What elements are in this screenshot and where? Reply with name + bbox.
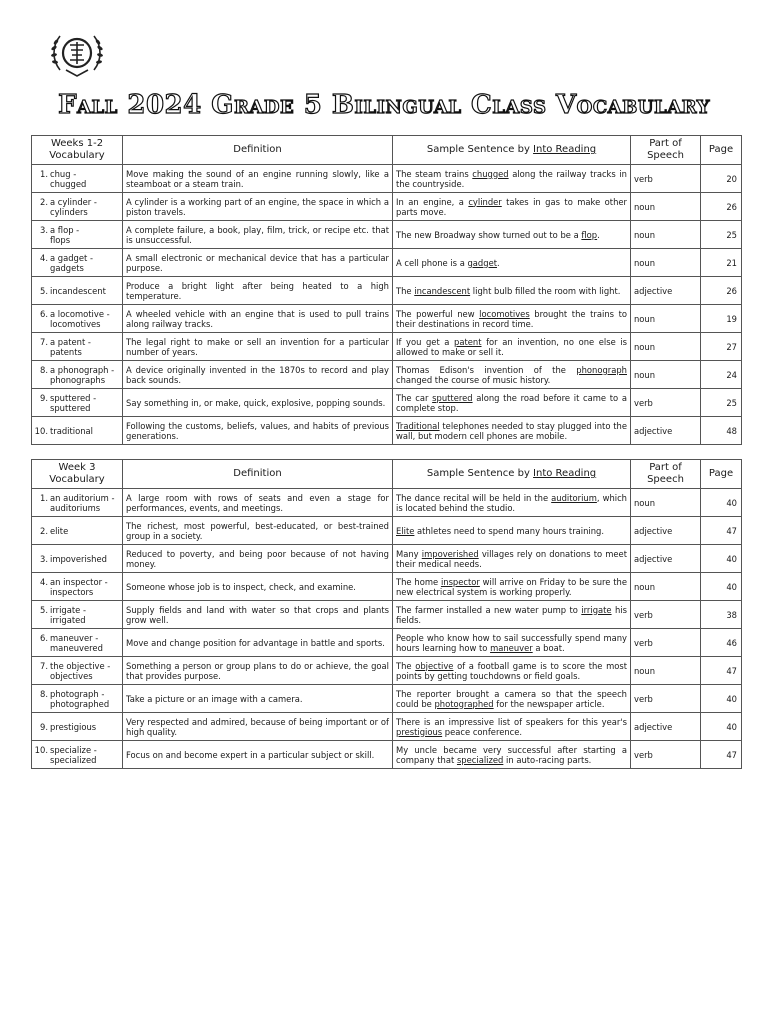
table-row: [32, 277, 742, 305]
item-number: 4.: [40, 576, 48, 587]
item-number: 5.: [40, 604, 48, 615]
highlighted-word: phonograph: [576, 364, 627, 375]
word-form: specialized: [50, 754, 97, 765]
vocabulary-word: chug -: [50, 168, 77, 179]
item-number: 5.: [40, 285, 48, 296]
highlighted-word: auditorium: [551, 492, 597, 503]
part-of-speech-cell: verb: [631, 601, 701, 629]
sample-sentence-header: Sample Sentence by Into Reading: [393, 136, 631, 165]
sample-sentence-cell: In an engine, a cylinder takes in gas to make other parts move.: [393, 193, 631, 221]
highlighted-word: objective: [415, 660, 454, 671]
table-row: [32, 417, 742, 445]
definition-cell: Focus on and become expert in a particular subject or skill.: [123, 741, 393, 769]
vocabulary-word: a flop -: [50, 224, 80, 235]
part-of-speech-cell: noun: [631, 305, 701, 333]
highlighted-word: patent: [454, 336, 482, 347]
table-row: [32, 657, 742, 685]
table-header-row: [32, 460, 742, 489]
vocabulary-word-cell: [32, 573, 123, 601]
vocabulary-word: impoverished: [50, 553, 107, 564]
vocabulary-word: a patent -: [50, 336, 91, 347]
vocabulary-word-cell: [32, 333, 123, 361]
vocabulary-word-cell: [32, 629, 123, 657]
vocabulary-word: photograph -: [50, 688, 105, 699]
vocabulary-word: a phonograph -: [50, 364, 115, 375]
vocabulary-word: an inspector -: [50, 576, 108, 587]
page-number-cell: 25: [701, 389, 742, 417]
school-emblem-icon: [46, 30, 108, 80]
definition-cell: Someone whose job is to inspect, check, and examine.: [123, 573, 393, 601]
vocabulary-word-cell: [32, 517, 123, 545]
page-number-cell: 40: [701, 685, 742, 713]
page-number-cell: 26: [701, 193, 742, 221]
item-number: 9.: [40, 721, 48, 732]
word-form: inspectors: [50, 586, 94, 597]
page-number-cell: 40: [701, 713, 742, 741]
definition-cell: A wheeled vehicle with an engine that is used to pull trains along railway tracks.: [123, 305, 393, 333]
vocabulary-word-cell: [32, 657, 123, 685]
highlighted-word: cylinder: [468, 196, 502, 207]
highlighted-word: Traditional: [396, 420, 440, 431]
word-form: chugged: [50, 178, 87, 189]
vocabulary-word: a cylinder -: [50, 196, 97, 207]
item-number: 4.: [40, 252, 48, 263]
definition-cell: Very respected and admired, because of being important or of high quality.: [123, 713, 393, 741]
highlighted-word: chugged: [472, 168, 509, 179]
vocabulary-word: a gadget -: [50, 252, 93, 263]
week12-vocabulary-table: [31, 135, 742, 445]
table-row: [32, 601, 742, 629]
definition-cell: Supply fields and land with water so that crops and plants grow well.: [123, 601, 393, 629]
definition-cell: Produce a bright light after being heated to a high temperature.: [123, 277, 393, 305]
word-form: cylinders: [50, 206, 88, 217]
page-number-cell: 19: [701, 305, 742, 333]
definition-cell: The legal right to make or sell an invention for a particular number of years.: [123, 333, 393, 361]
highlighted-word: prestigious: [396, 726, 443, 737]
definition-cell: Something a person or group plans to do or achieve, the goal that provides purpose.: [123, 657, 393, 685]
page-number-cell: 47: [701, 517, 742, 545]
table-row: [32, 389, 742, 417]
part-of-speech-cell: adjective: [631, 417, 701, 445]
definition-cell: A device originally invented in the 1870s to record and play back sounds.: [123, 361, 393, 389]
sample-sentence-header: Sample Sentence by Into Reading: [393, 460, 631, 489]
page-number-cell: 21: [701, 249, 742, 277]
table-row: [32, 685, 742, 713]
table-row: [32, 517, 742, 545]
sample-sentence-cell: Many impoverished villages rely on donations to meet their medical needs.: [393, 545, 631, 573]
page-number-cell: 47: [701, 741, 742, 769]
highlighted-word: locomotives: [479, 308, 530, 319]
vocabulary-word-cell: [32, 249, 123, 277]
definition-cell: The richest, most powerful, best-educated, or best-trained group in a society.: [123, 517, 393, 545]
definition-cell: A small electronic or mechanical device that has a particular purpose.: [123, 249, 393, 277]
vocabulary-word-cell: [32, 361, 123, 389]
vocabulary-word-cell: [32, 193, 123, 221]
sample-sentence-cell: The objective of a football game is to score the most points by getting touchdowns or field goals.: [393, 657, 631, 685]
item-number: 6.: [40, 308, 48, 319]
word-form: auditoriums: [50, 502, 101, 513]
highlighted-word: Elite: [396, 525, 415, 536]
table-row: [32, 545, 742, 573]
definition-header: Definition: [123, 460, 393, 489]
part-of-speech-cell: noun: [631, 221, 701, 249]
vocabulary-word-cell: [32, 741, 123, 769]
vocabulary-word: maneuver -: [50, 632, 99, 643]
item-number: 3.: [40, 224, 48, 235]
table-row: [32, 193, 742, 221]
table-row: [32, 629, 742, 657]
page-number-cell: 25: [701, 221, 742, 249]
table-header-row: [32, 136, 742, 165]
item-number: 2.: [40, 525, 48, 536]
sample-sentence-cell: The farmer installed a new water pump to irrigate his fields.: [393, 601, 631, 629]
vocabulary-word: sputtered -: [50, 392, 97, 403]
part-of-speech-cell: verb: [631, 741, 701, 769]
item-number: 7.: [40, 660, 48, 671]
definition-cell: Reduced to poverty, and being poor because of not having money.: [123, 545, 393, 573]
definition-cell: A large room with rows of seats and even a stage for performances, events, and meetings.: [123, 489, 393, 517]
page-number-cell: 40: [701, 545, 742, 573]
definition-cell: Say something in, or make, quick, explosive, popping sounds.: [123, 389, 393, 417]
page-title: Fall 2024 Grade 5 Bilingual Class Vocabulary: [58, 90, 710, 120]
part-of-speech-cell: noun: [631, 249, 701, 277]
table-row: [32, 221, 742, 249]
table-row: [32, 305, 742, 333]
sample-sentence-cell: A cell phone is a gadget.: [393, 249, 631, 277]
table-row: [32, 713, 742, 741]
vocabulary-word: irrigate -: [50, 604, 86, 615]
item-number: 6.: [40, 632, 48, 643]
item-number: 10.: [34, 425, 48, 436]
vocabulary-word-cell: [32, 685, 123, 713]
vocabulary-word-cell: [32, 417, 123, 445]
vocabulary-word: the objective -: [50, 660, 111, 671]
vocabulary-word-cell: [32, 221, 123, 249]
page-header: Page: [701, 460, 742, 489]
highlighted-word: flop: [581, 229, 598, 240]
sample-sentence-cell: The incandescent light bulb filled the room with light.: [393, 277, 631, 305]
part-of-speech-cell: noun: [631, 333, 701, 361]
item-number: 1.: [40, 492, 48, 503]
page-header: Page: [701, 136, 742, 165]
vocabulary-word-cell: [32, 165, 123, 193]
word-form: phonographs: [50, 374, 106, 385]
item-number: 8.: [40, 688, 48, 699]
sample-sentence-cell: Elite athletes need to spend many hours training.: [393, 517, 631, 545]
sample-sentence-cell: The home inspector will arrive on Friday to be sure the new electrical system is working properly.: [393, 573, 631, 601]
highlighted-word: sputtered: [432, 392, 473, 403]
highlighted-word: irrigate: [581, 604, 612, 615]
sample-sentence-cell: People who know how to sail successfully spend many hours learning how to maneuver a boat.: [393, 629, 631, 657]
page-number-cell: 40: [701, 573, 742, 601]
word-form: maneuvered: [50, 642, 103, 653]
highlighted-word: specialized: [456, 754, 504, 765]
definition-header: Definition: [123, 136, 393, 165]
vocabulary-word: specialize -: [50, 744, 97, 755]
sample-sentence-cell: If you get a patent for an invention, no one else is allowed to make or sell it.: [393, 333, 631, 361]
vocabulary-word-cell: [32, 389, 123, 417]
item-number: 8.: [40, 364, 48, 375]
part-of-speech-cell: verb: [631, 629, 701, 657]
table-row: [32, 489, 742, 517]
word-form: objectives: [50, 670, 93, 681]
sample-sentence-cell: The steam trains chugged along the railway tracks in the countryside.: [393, 165, 631, 193]
highlighted-word: photographed: [434, 698, 494, 709]
definition-cell: A complete failure, a book, play, film, trick, or recipe etc. that is unsuccessful.: [123, 221, 393, 249]
table-row: [32, 333, 742, 361]
part-of-speech-cell: adjective: [631, 277, 701, 305]
sample-sentence-cell: My uncle became very successful after starting a company that specialized in auto-racing parts.: [393, 741, 631, 769]
vocabulary-word: prestigious: [50, 721, 97, 732]
sample-sentence-cell: The new Broadway show turned out to be a flop.: [393, 221, 631, 249]
word-form: gadgets: [50, 262, 84, 273]
part-of-speech-cell: noun: [631, 657, 701, 685]
highlighted-word: incandescent: [414, 285, 471, 296]
vocabulary-word-cell: [32, 601, 123, 629]
item-number: 3.: [40, 553, 48, 564]
table-row: [32, 165, 742, 193]
part-of-speech-header: Part of Speech: [631, 136, 701, 165]
part-of-speech-cell: noun: [631, 193, 701, 221]
item-number: 10.: [34, 744, 48, 755]
vocabulary-word-cell: [32, 277, 123, 305]
table-row: [32, 361, 742, 389]
word-form: patents: [50, 346, 82, 357]
highlighted-word: inspector: [440, 576, 480, 587]
part-of-speech-cell: adjective: [631, 713, 701, 741]
definition-cell: Take a picture or an image with a camera.: [123, 685, 393, 713]
page-number-cell: 40: [701, 489, 742, 517]
vocabulary-word-cell: [32, 713, 123, 741]
word-form: irrigated: [50, 614, 86, 625]
definition-cell: A cylinder is a working part of an engine, the space in which a piston travels.: [123, 193, 393, 221]
sample-sentence-cell: Thomas Edison's invention of the phonograph changed the course of music history.: [393, 361, 631, 389]
word-form: photographed: [50, 698, 110, 709]
vocabulary-word: incandescent: [50, 285, 106, 296]
part-of-speech-cell: noun: [631, 489, 701, 517]
vocabulary-word: elite: [50, 525, 69, 536]
table-row: [32, 249, 742, 277]
part-of-speech-cell: noun: [631, 573, 701, 601]
page-number-cell: 24: [701, 361, 742, 389]
vocabulary-header: Week 3 Vocabulary: [32, 460, 123, 489]
definition-cell: Move making the sound of an engine running slowly, like a steamboat or a steam train.: [123, 165, 393, 193]
word-form: locomotives: [50, 318, 101, 329]
page-number-cell: 46: [701, 629, 742, 657]
vocabulary-word-cell: [32, 305, 123, 333]
vocabulary-word: an auditorium -: [50, 492, 115, 503]
highlighted-word: gadget: [467, 257, 498, 268]
page-number-cell: 20: [701, 165, 742, 193]
page-number-cell: 38: [701, 601, 742, 629]
part-of-speech-cell: adjective: [631, 545, 701, 573]
table-row: [32, 573, 742, 601]
vocabulary-word-cell: [32, 489, 123, 517]
item-number: 9.: [40, 392, 48, 403]
highlighted-word: maneuver: [490, 642, 533, 653]
item-number: 7.: [40, 336, 48, 347]
definition-cell: Move and change position for advantage in battle and sports.: [123, 629, 393, 657]
word-form: sputtered: [50, 402, 91, 413]
vocabulary-word: a locomotive -: [50, 308, 110, 319]
page-number-cell: 47: [701, 657, 742, 685]
item-number: 1.: [40, 168, 48, 179]
sample-sentence-cell: The car sputtered along the road before it came to a complete stop.: [393, 389, 631, 417]
part-of-speech-cell: verb: [631, 389, 701, 417]
part-of-speech-cell: verb: [631, 165, 701, 193]
sample-sentence-cell: Traditional telephones needed to stay plugged into the wall, but modern cell phones are mobile.: [393, 417, 631, 445]
sample-sentence-cell: The dance recital will be held in the auditorium, which is located behind the studio.: [393, 489, 631, 517]
definition-cell: Following the customs, beliefs, values, and habits of previous generations.: [123, 417, 393, 445]
week3-vocabulary-table: [31, 459, 742, 769]
vocabulary-header: Weeks 1-2 Vocabulary: [32, 136, 123, 165]
page-number-cell: 26: [701, 277, 742, 305]
item-number: 2.: [40, 196, 48, 207]
page-number-cell: 48: [701, 417, 742, 445]
word-form: flops: [50, 234, 71, 245]
page-number-cell: 27: [701, 333, 742, 361]
part-of-speech-cell: verb: [631, 685, 701, 713]
highlighted-word: impoverished: [421, 548, 479, 559]
sample-sentence-cell: The powerful new locomotives brought the trains to their destinations in record time.: [393, 305, 631, 333]
vocabulary-word-cell: [32, 545, 123, 573]
table-row: [32, 741, 742, 769]
part-of-speech-cell: adjective: [631, 517, 701, 545]
part-of-speech-header: Part of Speech: [631, 460, 701, 489]
vocabulary-word: traditional: [50, 425, 94, 436]
sample-sentence-cell: There is an impressive list of speakers for this year's prestigious peace conference.: [393, 713, 631, 741]
sample-sentence-cell: The reporter brought a camera so that the speech could be photographed for the newspaper article.: [393, 685, 631, 713]
part-of-speech-cell: noun: [631, 361, 701, 389]
